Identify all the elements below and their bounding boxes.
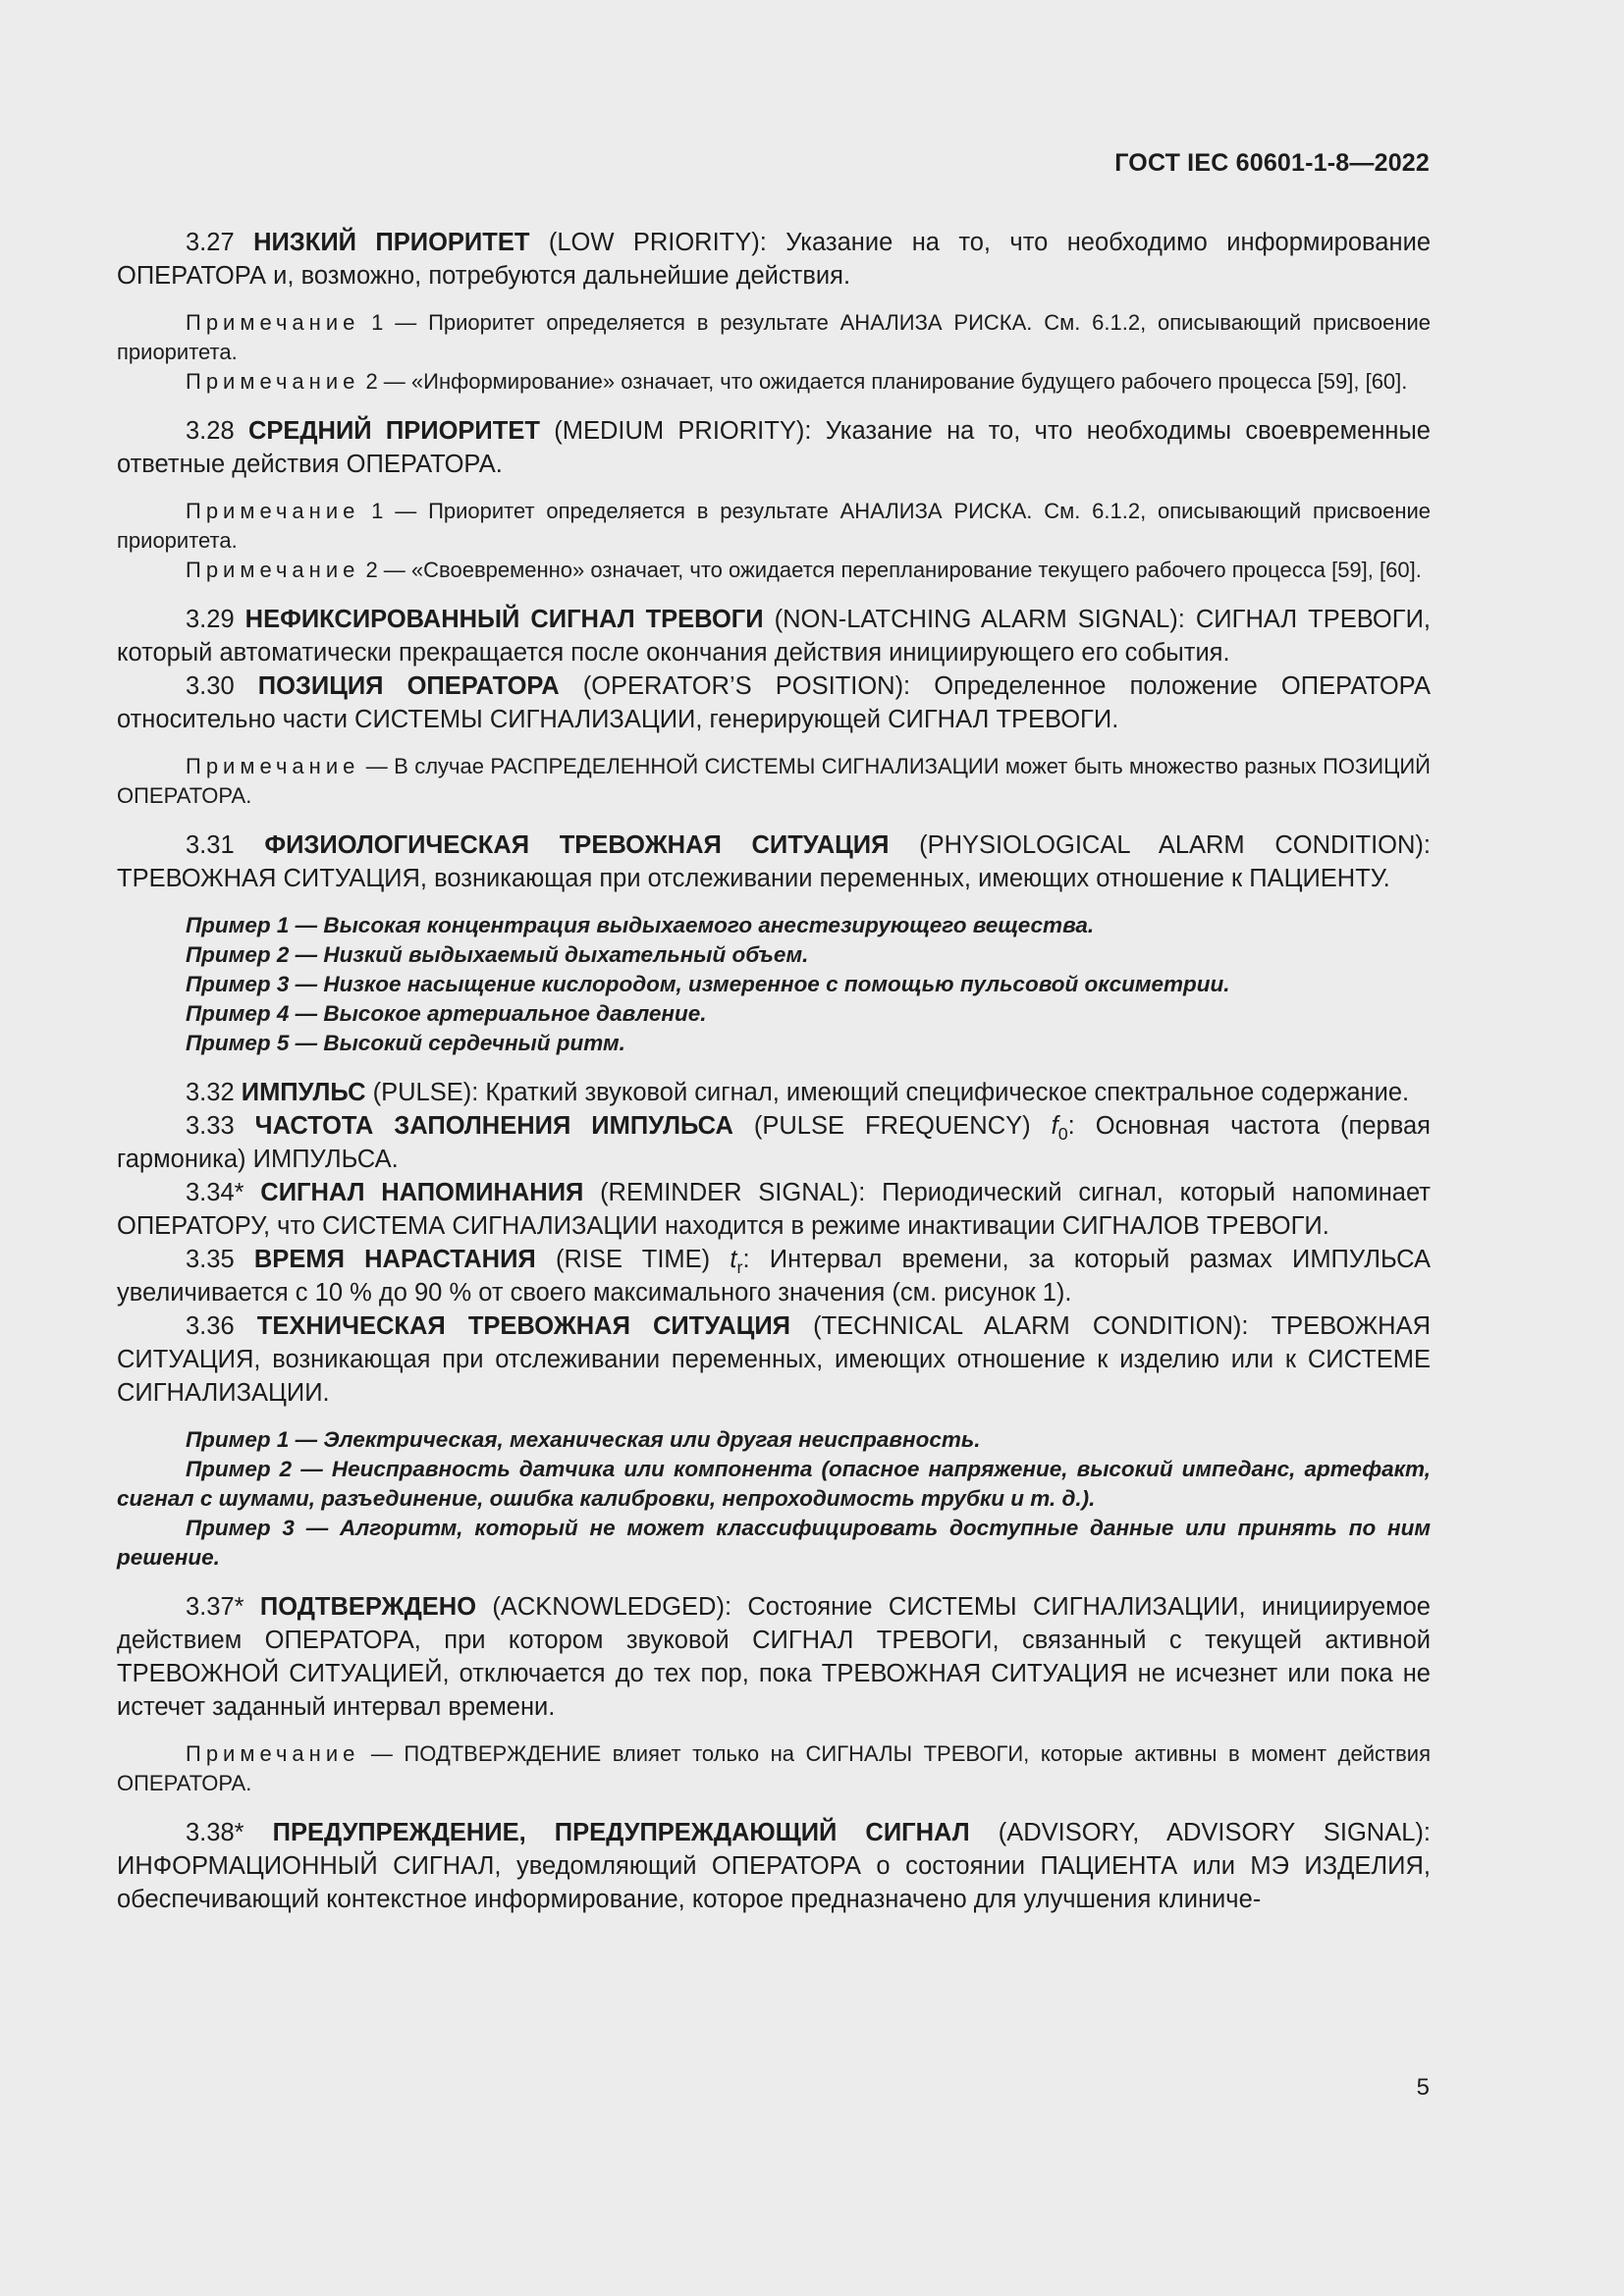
term-definition: (TECHNICAL ALARM CONDITION): ТРЕВОЖНАЯ СИТУАЦИЯ, возникающая при отслеживании переменных, имеющих отношение к изделию или к СИСТЕМЕ СИГНАЛИЗАЦИИ. xyxy=(117,1312,1431,1407)
term-3-31 xyxy=(117,828,1431,895)
example-3-31-4: Пример 4 — Высокое артериальное давление. xyxy=(186,1001,707,1026)
note-label: Примечание xyxy=(186,754,360,778)
term-3-32 xyxy=(117,1076,1431,1109)
term-definition: (PHYSIOLOGICAL ALARM CONDITION): ТРЕВОЖНАЯ СИТУАЦИЯ, возникающая при отслеживании переменных, имеющих отношение к ПАЦИЕНТУ. xyxy=(117,831,1431,892)
note-text: 2 — «Информирование» означает, что ожидается планирование будущего рабочего процесса [59], [60]. xyxy=(359,369,1408,394)
term-definition-b: : Интервал времени, за который размах ИМПУЛЬСА увеличивается с 10 % до 90 % от своего максимального значения (см. рисунок 1). xyxy=(117,1246,1432,1307)
term-definition: (REMINDER SIGNAL): Периодический сигнал, который напоминает ОПЕРАТОРУ, что СИСТЕМА СИГНАЛИЗАЦИИ находится в режиме инактивации СИГНАЛОВ ТРЕВОГИ. xyxy=(117,1179,1431,1240)
term-definition-b: : Основная частота (первая гармоника) ИМПУЛЬСА. xyxy=(117,1112,1431,1173)
symbol: t xyxy=(730,1246,737,1273)
document-body xyxy=(117,226,1431,1916)
term-3-27 xyxy=(117,226,1431,293)
term-definition: (PULSE): Краткий звуковой сигнал, имеющий специфическое спектральное содержание. xyxy=(365,1079,1410,1106)
note-3-30 xyxy=(117,752,1431,811)
term-definition: (OPERATOR’S POSITION): Определенное положение ОПЕРАТОРА относительно части СИСТЕМЫ СИГНАЛИЗАЦИИ, генерирующей СИГНАЛ ТРЕВОГИ. xyxy=(117,672,1431,733)
note-text: 1 — Приоритет определяется в результате АНАЛИЗА РИСКА. См. 6.1.2, описывающий присвоение приоритета. xyxy=(117,499,1431,553)
term-number: 3.29 xyxy=(186,606,235,633)
example-3-31-1: Пример 1 — Высокая концентрация выдыхаемого анестезирующего вещества. xyxy=(186,913,1095,937)
note-3-27-2 xyxy=(117,367,1431,397)
term-3-38 xyxy=(117,1816,1431,1916)
term-title: НЕФИКСИРОВАННЫЙ СИГНАЛ ТРЕВОГИ xyxy=(244,606,764,633)
note-3-28-2 xyxy=(117,556,1431,585)
page-number: 5 xyxy=(1416,2074,1430,2101)
term-number: 3.30 xyxy=(186,672,235,700)
term-number: 3.31 xyxy=(186,831,235,859)
term-3-29 xyxy=(117,603,1431,669)
term-title: ЧАСТОТА ЗАПОЛНЕНИЯ ИМПУЛЬСА xyxy=(254,1112,733,1140)
note-text: 1 — Приоритет определяется в результате АНАЛИЗА РИСКА. См. 6.1.2, описывающий присвоение приоритета. xyxy=(117,310,1431,364)
term-3-28 xyxy=(117,414,1431,481)
note-text: — В случае РАСПРЕДЕЛЕННОЙ СИСТЕМЫ СИГНАЛИЗАЦИИ может быть множество разных ПОЗИЦИЙ ОПЕРАТОРА. xyxy=(117,754,1431,808)
note-label: Примечание xyxy=(186,558,360,582)
term-3-35 xyxy=(117,1243,1431,1309)
note-text: 2 — «Своевременно» означает, что ожидается перепланирование текущего рабочего процесса [59], [60]. xyxy=(359,558,1422,582)
term-definition-a: (RISE TIME) xyxy=(535,1246,731,1273)
term-number: 3.38* xyxy=(186,1819,244,1846)
example-3-31-5: Пример 5 — Высокий сердечный ритм. xyxy=(186,1031,625,1055)
note-3-37 xyxy=(117,1739,1431,1798)
term-3-36 xyxy=(117,1309,1431,1410)
term-3-37 xyxy=(117,1590,1431,1724)
term-3-34 xyxy=(117,1176,1431,1243)
term-definition: (NON-LATCHING ALARM SIGNAL): СИГНАЛ ТРЕВОГИ, который автоматически прекращается после окончания действия инициирующего его события. xyxy=(117,606,1431,667)
term-definition-a: (PULSE FREQUENCY) xyxy=(732,1112,1052,1140)
term-title: НИЗКИЙ ПРИОРИТЕТ xyxy=(253,229,530,256)
example-3-36-2: Пример 2 — Неисправность датчика или компонента (опасное напряжение, высокий импеданс, артефакт, сигнал с шумами, разъединение, ошибка калибровки, непроходимость трубки и т. д.). xyxy=(117,1457,1431,1511)
term-number: 3.33 xyxy=(186,1112,235,1140)
term-title: ТЕХНИЧЕСКАЯ ТРЕВОЖНАЯ СИТУАЦИЯ xyxy=(256,1312,790,1340)
term-title: СРЕДНИЙ ПРИОРИТЕТ xyxy=(247,417,540,445)
term-definition: (LOW PRIORITY): Указание на то, что необходимо информирование ОПЕРАТОРА и, возможно, потребуются дальнейшие действия. xyxy=(117,229,1431,290)
symbol-subscript: 0 xyxy=(1057,1124,1068,1145)
note-label: Примечание xyxy=(186,499,360,523)
example-3-31-3: Пример 3 — Низкое насыщение кислородом, измеренное с помощью пульсовой оксиметрии. xyxy=(186,972,1230,996)
term-definition: (ACKNOWLEDGED): Состояние СИСТЕМЫ СИГНАЛИЗАЦИИ, инициируемое действием ОПЕРАТОРА, при котором звуковой СИГНАЛ ТРЕВОГИ, связанный с текущей активной ТРЕВОЖНОЙ СИТУАЦИЕЙ, отключается до тех пор, пока ТРЕВОЖНАЯ СИТУАЦИЯ не исчезнет или пока не истечет заданный интервал времени. xyxy=(117,1593,1431,1721)
note-3-28-1 xyxy=(117,497,1431,556)
term-number: 3.35 xyxy=(186,1246,235,1273)
symbol: f xyxy=(1051,1112,1058,1140)
term-number: 3.36 xyxy=(186,1312,235,1340)
term-3-33 xyxy=(117,1109,1431,1176)
note-label: Примечание xyxy=(186,369,360,394)
example-3-36-1: Пример 1 — Электрическая, механическая или другая неисправность. xyxy=(186,1427,981,1452)
standard-designation: ГОСТ IEC 60601-1-8—2022 xyxy=(1114,149,1430,177)
example-3-31-2: Пример 2 — Низкий выдыхаемый дыхательный объем. xyxy=(186,942,809,967)
symbol-subscript: r xyxy=(736,1257,743,1278)
note-text: — ПОДТВЕРЖДЕНИЕ влияет только на СИГНАЛЫ ТРЕВОГИ, которые активны в момент действия ОПЕРАТОРА. xyxy=(117,1741,1431,1795)
note-3-27-1 xyxy=(117,308,1431,367)
term-number: 3.37* xyxy=(186,1593,244,1621)
note-label: Примечание xyxy=(186,310,360,335)
term-title: ИМПУЛЬС xyxy=(241,1079,366,1106)
example-3-36-3: Пример 3 — Алгоритм, который не может классифицировать доступные данные или принять по ним решение. xyxy=(117,1516,1431,1570)
term-3-30 xyxy=(117,669,1431,736)
term-title: ФИЗИОЛОГИЧЕСКАЯ ТРЕВОЖНАЯ СИТУАЦИЯ xyxy=(264,831,890,859)
note-label: Примечание xyxy=(186,1741,360,1766)
term-title: СИГНАЛ НАПОМИНАНИЯ xyxy=(260,1179,584,1206)
term-title: ПОЗИЦИЯ ОПЕРАТОРА xyxy=(257,672,560,700)
term-definition: (MEDIUM PRIORITY): Указание на то, что необходимы своевременные ответные действия ОПЕРАТОРА. xyxy=(117,417,1431,478)
term-definition: (ADVISORY, ADVISORY SIGNAL): ИНФОРМАЦИОННЫЙ СИГНАЛ, уведомляющий ОПЕРАТОРА о состоянии ПАЦИЕНТА или МЭ ИЗДЕЛИЯ, обеспечивающий контекстное информирование, которое предназначено для улучшения клиниче- xyxy=(117,1819,1431,1913)
term-number: 3.32 xyxy=(186,1079,235,1106)
term-title: ПОДТВЕРЖДЕНО xyxy=(259,1593,477,1621)
term-number: 3.28 xyxy=(186,417,235,445)
term-title: ПРЕДУПРЕЖДЕНИЕ, ПРЕДУПРЕЖДАЮЩИЙ СИГНАЛ xyxy=(272,1819,970,1846)
term-number: 3.34* xyxy=(186,1179,244,1206)
term-title: ВРЕМЯ НАРАСТАНИЯ xyxy=(253,1246,536,1273)
term-number: 3.27 xyxy=(186,229,235,256)
